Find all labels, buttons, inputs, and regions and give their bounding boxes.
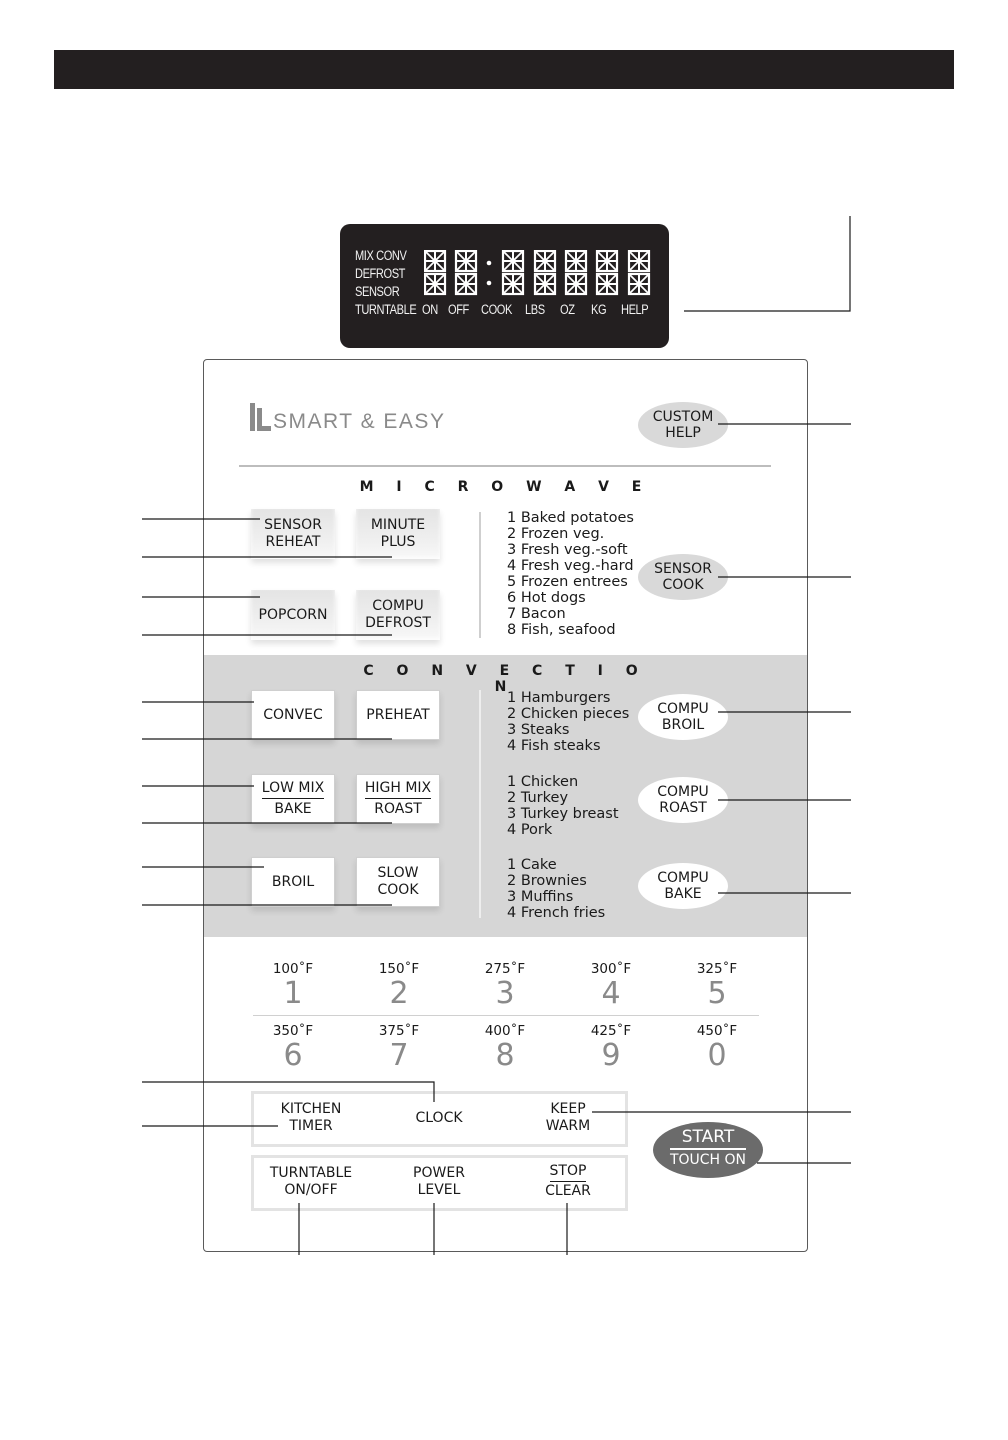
display-indicator-cook: COOK: [481, 302, 512, 317]
bake-label: BAKE: [274, 801, 312, 817]
slow-cook-label-1: SLOW: [377, 865, 419, 881]
display-indicator-lbs: LBS: [525, 302, 545, 317]
compu-roast-label-1: COMPU: [657, 784, 709, 800]
list-item: 1 Baked potatoes: [507, 510, 634, 526]
list-item: 1 Chicken: [507, 774, 579, 790]
list-item: 2 Chicken pieces: [507, 706, 630, 722]
callout-display: [684, 216, 850, 311]
stop-label: STOP: [550, 1163, 587, 1182]
callout-clock: [142, 1082, 434, 1102]
roast-label: ROAST: [374, 801, 422, 817]
turntable-label-1: TURNTABLE: [269, 1165, 353, 1181]
convec-label: CONVEC: [263, 706, 323, 723]
number-key-3[interactable]: 3: [495, 976, 515, 1011]
sensor-reheat-label-1: SENSOR: [264, 517, 322, 533]
display-label-sensor: SENSOR: [355, 284, 400, 299]
number-key-0[interactable]: 0: [707, 1038, 727, 1073]
temp-label: 150˚F: [378, 961, 420, 977]
sensor-cook-label-1: SENSOR: [654, 561, 712, 577]
keep-warm-label-2: WARM: [545, 1118, 591, 1134]
popcorn-label: POPCORN: [258, 606, 328, 623]
number-key-7[interactable]: 7: [389, 1038, 409, 1073]
compu-broil-label-1: COMPU: [657, 701, 709, 717]
compu-defrost-label-2: DEFROST: [365, 615, 431, 631]
number-key-8[interactable]: 8: [495, 1038, 515, 1073]
list-item: 2 Frozen veg.: [507, 526, 605, 542]
temp-label: 275˚F: [484, 961, 526, 977]
display-indicator-off: OFF: [448, 302, 469, 317]
turntable-label-2: ON/OFF: [284, 1182, 338, 1198]
list-item: 4 Pork: [507, 822, 553, 838]
temp-label: 375˚F: [378, 1023, 420, 1039]
start-label: START: [681, 1127, 735, 1147]
slow-cook-label-2: COOK: [377, 882, 419, 898]
preheat-label: PREHEAT: [366, 706, 430, 723]
list-item: 6 Hot dogs: [507, 590, 586, 606]
temp-label: 300˚F: [590, 961, 632, 977]
display-label-turntable: TURNTABLE: [355, 302, 417, 317]
temp-label: 100˚F: [272, 961, 314, 977]
list-item: 3 Fresh veg.-soft: [507, 542, 628, 558]
clear-label: CLEAR: [545, 1183, 591, 1199]
compu-bake-label-2: BAKE: [664, 886, 702, 902]
kitchen-timer-label-1: KITCHEN: [280, 1101, 342, 1117]
power-level-label-1: POWER: [413, 1165, 465, 1181]
touch-on-label: TOUCH ON: [669, 1151, 747, 1168]
kitchen-timer-label-2: TIMER: [289, 1118, 333, 1134]
list-item: 3 Steaks: [507, 722, 570, 738]
minute-plus-label-2: PLUS: [380, 534, 416, 550]
list-item: 1 Cake: [507, 857, 557, 873]
list-item: 3 Turkey breast: [507, 806, 619, 822]
convection-heading: C O N V E C T I O N: [363, 663, 647, 695]
list-item: 1 Hamburgers: [507, 690, 611, 706]
temp-label: 350˚F: [272, 1023, 314, 1039]
sensor-reheat-label-2: REHEAT: [265, 534, 321, 550]
compu-defrost-label-1: COMPU: [372, 598, 424, 614]
sensor-cook-label-2: COOK: [662, 577, 704, 593]
custom-help-label-1: CUSTOM: [652, 409, 714, 425]
compu-broil-label-2: BROIL: [661, 717, 705, 733]
list-item: 7 Bacon: [507, 606, 566, 622]
list-item: 2 Turkey: [507, 790, 569, 806]
number-key-2[interactable]: 2: [389, 976, 409, 1011]
display-indicator-on: ON: [422, 302, 438, 317]
compu-roast-label-2: ROAST: [659, 800, 707, 816]
display-indicator-help: HELP: [621, 302, 649, 317]
broil-label: BROIL: [271, 873, 315, 890]
number-key-9[interactable]: 9: [601, 1038, 621, 1073]
temp-label: 425˚F: [590, 1023, 632, 1039]
temp-label: 450˚F: [696, 1023, 738, 1039]
low-mix-label: LOW MIX: [262, 780, 324, 799]
power-level-label-2: LEVEL: [417, 1182, 461, 1198]
list-item: 8 Fish, seafood: [507, 622, 616, 638]
display-label-mix-conv: MIX CONV: [355, 248, 407, 263]
number-key-4[interactable]: 4: [601, 976, 621, 1011]
list-item: 4 Fish steaks: [507, 738, 601, 754]
temp-label: 325˚F: [696, 961, 738, 977]
custom-help-label-2: HELP: [665, 425, 701, 441]
display-indicator-oz: OZ: [560, 302, 575, 317]
brand-logo-text: SMART & EASY: [273, 410, 446, 433]
minute-plus-label-1: MINUTE: [370, 517, 426, 533]
display-label-defrost: DEFROST: [355, 266, 406, 281]
list-item: 2 Brownies: [507, 873, 587, 889]
microwave-heading: M I C R O W A V E: [359, 479, 651, 495]
list-item: 5 Frozen entrees: [507, 574, 628, 590]
temp-label: 400˚F: [484, 1023, 526, 1039]
high-mix-label: HIGH MIX: [365, 780, 431, 799]
compu-bake-label-1: COMPU: [657, 870, 709, 886]
number-key-6[interactable]: 6: [283, 1038, 303, 1073]
number-key-1[interactable]: 1: [283, 976, 303, 1011]
clock-label: CLOCK: [415, 1110, 463, 1126]
display-indicator-kg: KG: [591, 302, 607, 317]
list-item: 4 Fresh veg.-hard: [507, 558, 634, 574]
number-key-5[interactable]: 5: [707, 976, 727, 1011]
list-item: 4 French fries: [507, 905, 606, 921]
list-item: 3 Muffins: [507, 889, 574, 905]
keep-warm-label-1: KEEP: [550, 1101, 586, 1117]
